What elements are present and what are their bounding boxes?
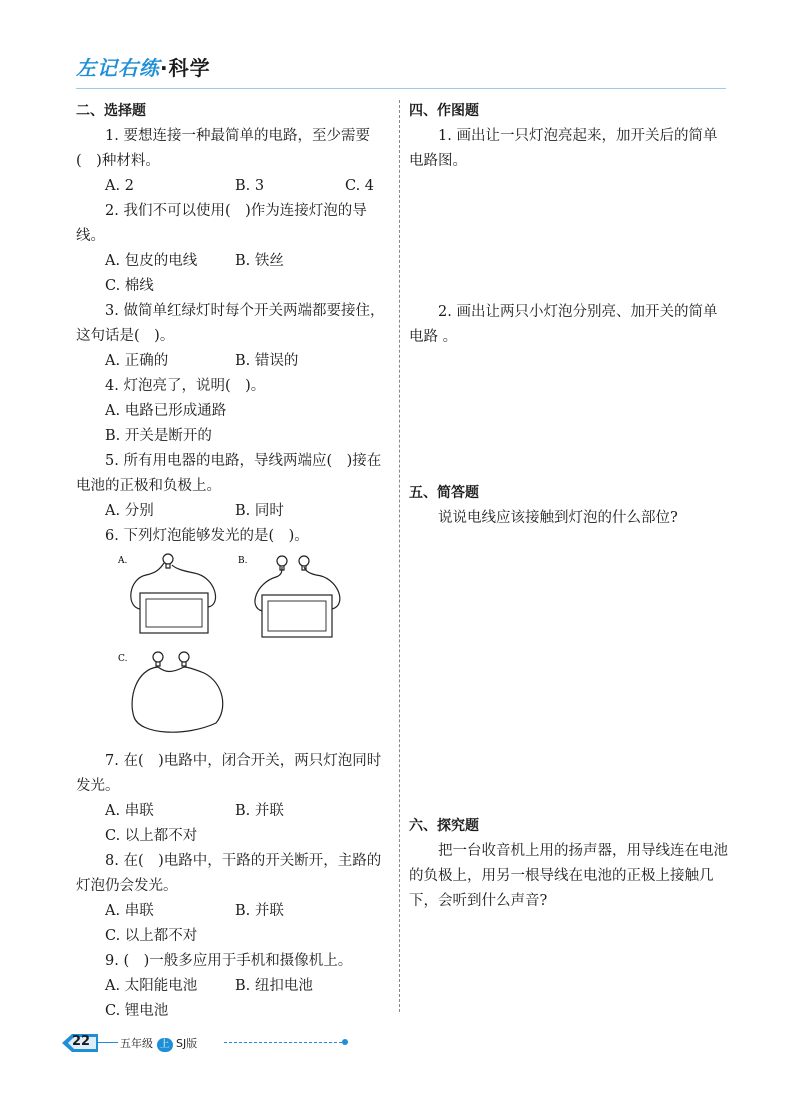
q5-option-b: B. 同时 bbox=[235, 503, 284, 519]
question-7-options bbox=[76, 799, 392, 824]
q8-option-a: A. 串联 bbox=[105, 903, 154, 919]
drawing-question-2: 2. 画出让两只小灯泡分别亮、加开关的简单电路 。 bbox=[409, 304, 718, 345]
question-7: 7. 在( )电路中，闭合开关，两只灯泡同时发光。 bbox=[76, 753, 382, 794]
drawing-space-2 bbox=[409, 350, 729, 480]
inquiry-question: 把一台收音机上用的扬声器，用导线连在电池的负极上，用另一根导线在电池的正极上接触几下，会听到什么声音? bbox=[409, 843, 728, 909]
question-1: 1. 要想连接一种最简单的电路，至少需要( )种材料。 bbox=[76, 128, 370, 169]
column-divider bbox=[399, 100, 400, 1012]
short-answer-question: 说说电线应该接触到灯泡的什么部位? bbox=[438, 510, 678, 526]
question-5-options bbox=[76, 499, 392, 524]
circuit-figures-svg bbox=[76, 549, 392, 749]
question-2: 2. 我们不可以使用( )作为连接灯泡的导线。 bbox=[76, 203, 367, 244]
footer-dot bbox=[342, 1039, 348, 1045]
page-footer bbox=[60, 1032, 300, 1054]
q7-option-c: C. 以上都不对 bbox=[105, 828, 198, 844]
section-title-short-answer: 五、简答题 bbox=[409, 485, 479, 501]
q7-option-a: A. 串联 bbox=[105, 803, 154, 819]
edition-text: SJ版 bbox=[176, 1037, 198, 1050]
left-column bbox=[76, 98, 392, 1024]
question-3-options bbox=[76, 349, 392, 374]
page-number: 22 bbox=[72, 1034, 91, 1049]
term-badge: 上 bbox=[157, 1038, 173, 1052]
grade-label bbox=[120, 1035, 197, 1052]
fig-c-circuit bbox=[132, 652, 223, 732]
fig-a-circuit bbox=[131, 554, 216, 633]
section-title-choice: 二、选择题 bbox=[76, 103, 146, 119]
q8-option-b: B. 并联 bbox=[235, 903, 284, 919]
fig-b-label: B. bbox=[238, 556, 248, 566]
subject-title: 科学 bbox=[168, 56, 211, 80]
question-9: 9. ( )一般多应用于手机和摄像机上。 bbox=[105, 953, 353, 969]
q4-option-b: B. 开关是断开的 bbox=[105, 428, 212, 444]
fig-b-circuit bbox=[255, 556, 340, 637]
question-1-options bbox=[76, 174, 392, 199]
brand-title: 左记右练 bbox=[76, 56, 160, 80]
question-2-options bbox=[76, 249, 392, 274]
q4-option-a: A. 电路已形成通路 bbox=[105, 403, 227, 419]
q2-option-c: C. 棉线 bbox=[105, 278, 154, 294]
question-5: 5. 所有用电器的电路，导线两端应( )接在电池的正极和负极上。 bbox=[76, 453, 382, 494]
header-dot: · bbox=[160, 56, 169, 80]
q7-option-b: B. 并联 bbox=[235, 803, 284, 819]
fig-a-label: A. bbox=[118, 556, 128, 566]
q1-option-c: C. 4 bbox=[345, 178, 375, 194]
header-rule bbox=[76, 88, 726, 89]
footer-line-left bbox=[96, 1042, 118, 1043]
q2-option-a: A. 包皮的电线 bbox=[105, 253, 198, 269]
grade-text: 五年级 bbox=[120, 1037, 153, 1050]
fig-c-label: C. bbox=[118, 654, 128, 664]
q3-option-a: A. 正确的 bbox=[105, 353, 169, 369]
q2-option-b: B. 铁丝 bbox=[235, 253, 284, 269]
question-3: 3. 做简单红绿灯时每个开关两端都要接住，这句话是( )。 bbox=[76, 303, 385, 344]
drawing-space-1 bbox=[409, 174, 729, 300]
q1-option-b: B. 3 bbox=[235, 178, 265, 194]
question-8-options bbox=[76, 899, 392, 924]
section-title-drawing: 四、作图题 bbox=[409, 103, 479, 119]
q9-option-a: A. 太阳能电池 bbox=[105, 978, 198, 994]
q1-option-a: A. 2 bbox=[105, 178, 134, 194]
question-8: 8. 在( )电路中，干路的开关断开，主路的灯泡仍会发光。 bbox=[76, 853, 382, 894]
q9-option-c: C. 锂电池 bbox=[105, 1003, 169, 1019]
footer-dashed-line bbox=[224, 1042, 342, 1043]
circuit-figures bbox=[76, 549, 392, 749]
question-4: 4. 灯泡亮了，说明( )。 bbox=[105, 378, 266, 394]
q9-option-b: B. 纽扣电池 bbox=[235, 978, 313, 994]
section-title-inquiry: 六、探究题 bbox=[409, 818, 479, 834]
question-6: 6. 下列灯泡能够发光的是( )。 bbox=[105, 528, 309, 544]
right-column bbox=[409, 98, 729, 914]
question-9-options bbox=[76, 974, 392, 999]
q3-option-b: B. 错误的 bbox=[235, 353, 299, 369]
q5-option-a: A. 分别 bbox=[105, 503, 154, 519]
page-header bbox=[76, 52, 211, 81]
drawing-question-1: 1. 画出让一只灯泡亮起来，加开关后的简单电路图。 bbox=[409, 128, 718, 169]
q8-option-c: C. 以上都不对 bbox=[105, 928, 198, 944]
answer-space bbox=[409, 531, 729, 813]
